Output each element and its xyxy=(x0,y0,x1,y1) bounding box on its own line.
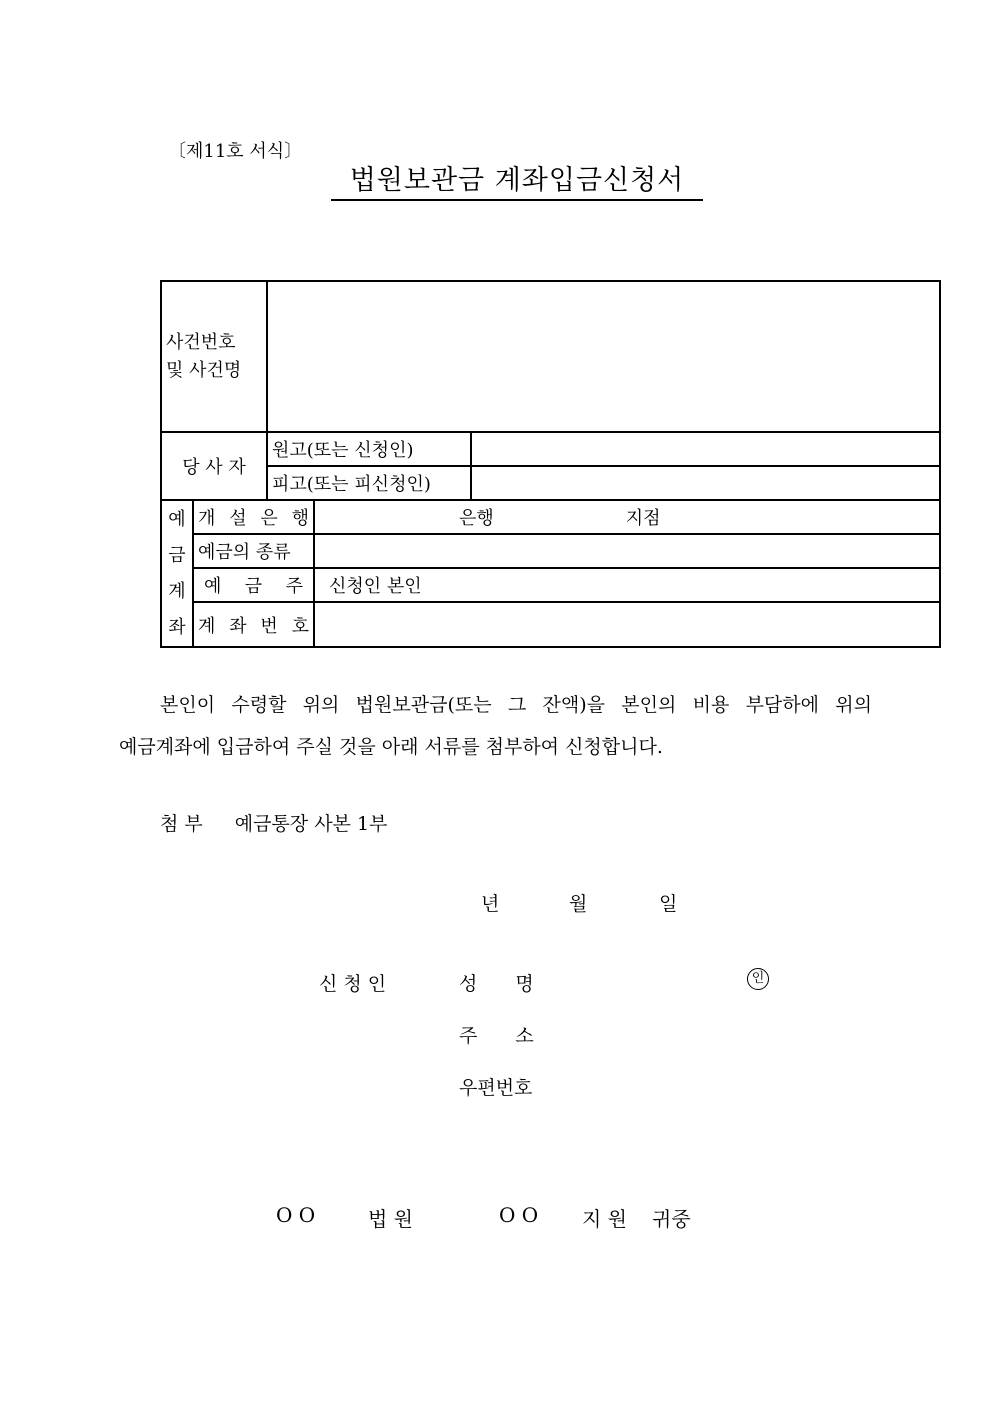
seal-mark: 인 xyxy=(747,968,769,990)
defendant-label: 피고(또는 피신청인) xyxy=(267,466,471,500)
addressee: 귀중 xyxy=(652,1207,691,1231)
case-label-line1: 사건번호 xyxy=(166,331,236,353)
plaintiff-label: 원고(또는 신청인) xyxy=(267,432,471,466)
account-label xyxy=(161,500,193,647)
address-label: 주 소 xyxy=(459,1025,534,1047)
holder-row xyxy=(161,568,940,602)
document-title: 법원보관금 계좌입금신청서 xyxy=(331,158,703,201)
account-label-char: 금 xyxy=(168,544,186,566)
court-label: 법 원 xyxy=(368,1207,413,1231)
case-label xyxy=(161,281,267,432)
date-year: 년 xyxy=(481,893,500,915)
plaintiff-value-field[interactable] xyxy=(471,432,940,466)
defendant-value-field[interactable] xyxy=(471,466,940,500)
holder-value: 신청인 본인 xyxy=(314,568,940,602)
bank-suffix: 은행 xyxy=(459,508,494,529)
bank-row xyxy=(161,500,940,534)
deposit-type-value-field[interactable] xyxy=(314,534,940,568)
body-line-2: 예금계좌에 입금하여 주실 것을 아래 서류를 첨부하여 신청합니다. xyxy=(119,736,663,758)
form-number: 〔제11호 서식〕 xyxy=(168,141,303,162)
account-number-label: 계 좌 번 호 xyxy=(193,602,314,647)
bank-value-field[interactable] xyxy=(314,500,940,534)
bank-label: 개 설 은 행 xyxy=(193,500,314,534)
account-label-char: 계 xyxy=(168,580,186,602)
application-table xyxy=(160,280,941,648)
case-row xyxy=(161,281,940,432)
defendant-row xyxy=(161,466,940,500)
case-value-field[interactable] xyxy=(267,281,940,432)
applicant-label: 신 청 인 xyxy=(319,973,387,995)
branch-placeholder: O O xyxy=(499,1203,539,1227)
body-line-1: 본인이 수령할 위의 법원보관금(또는 그 잔액)을 본인의 비용 부담하에 위의 xyxy=(160,694,872,716)
deposit-type-label: 예금의 종류 xyxy=(193,534,314,568)
plaintiff-row xyxy=(161,432,940,466)
date-day: 일 xyxy=(659,893,678,915)
branch-label: 지 원 xyxy=(582,1207,627,1231)
attachment-line xyxy=(160,809,387,836)
holder-label: 예 금 주 xyxy=(193,568,314,602)
account-number-value-field[interactable] xyxy=(314,602,940,647)
date-month: 월 xyxy=(569,893,588,915)
case-label-line2: 및 사건명 xyxy=(166,359,242,381)
court-placeholder: O O xyxy=(276,1203,316,1227)
account-number-row xyxy=(161,602,940,647)
name-label: 성 명 xyxy=(459,973,534,995)
attachment-label: 첨 부 xyxy=(160,813,203,835)
attachment-value: 예금통장 사본 1부 xyxy=(234,813,388,835)
deposit-type-row xyxy=(161,534,940,568)
account-label-char: 좌 xyxy=(168,616,186,638)
party-label: 당 사 자 xyxy=(161,432,267,500)
postal-code-label: 우편번호 xyxy=(459,1077,533,1099)
account-label-char: 예 xyxy=(168,508,186,530)
branch-suffix: 지점 xyxy=(625,508,661,529)
